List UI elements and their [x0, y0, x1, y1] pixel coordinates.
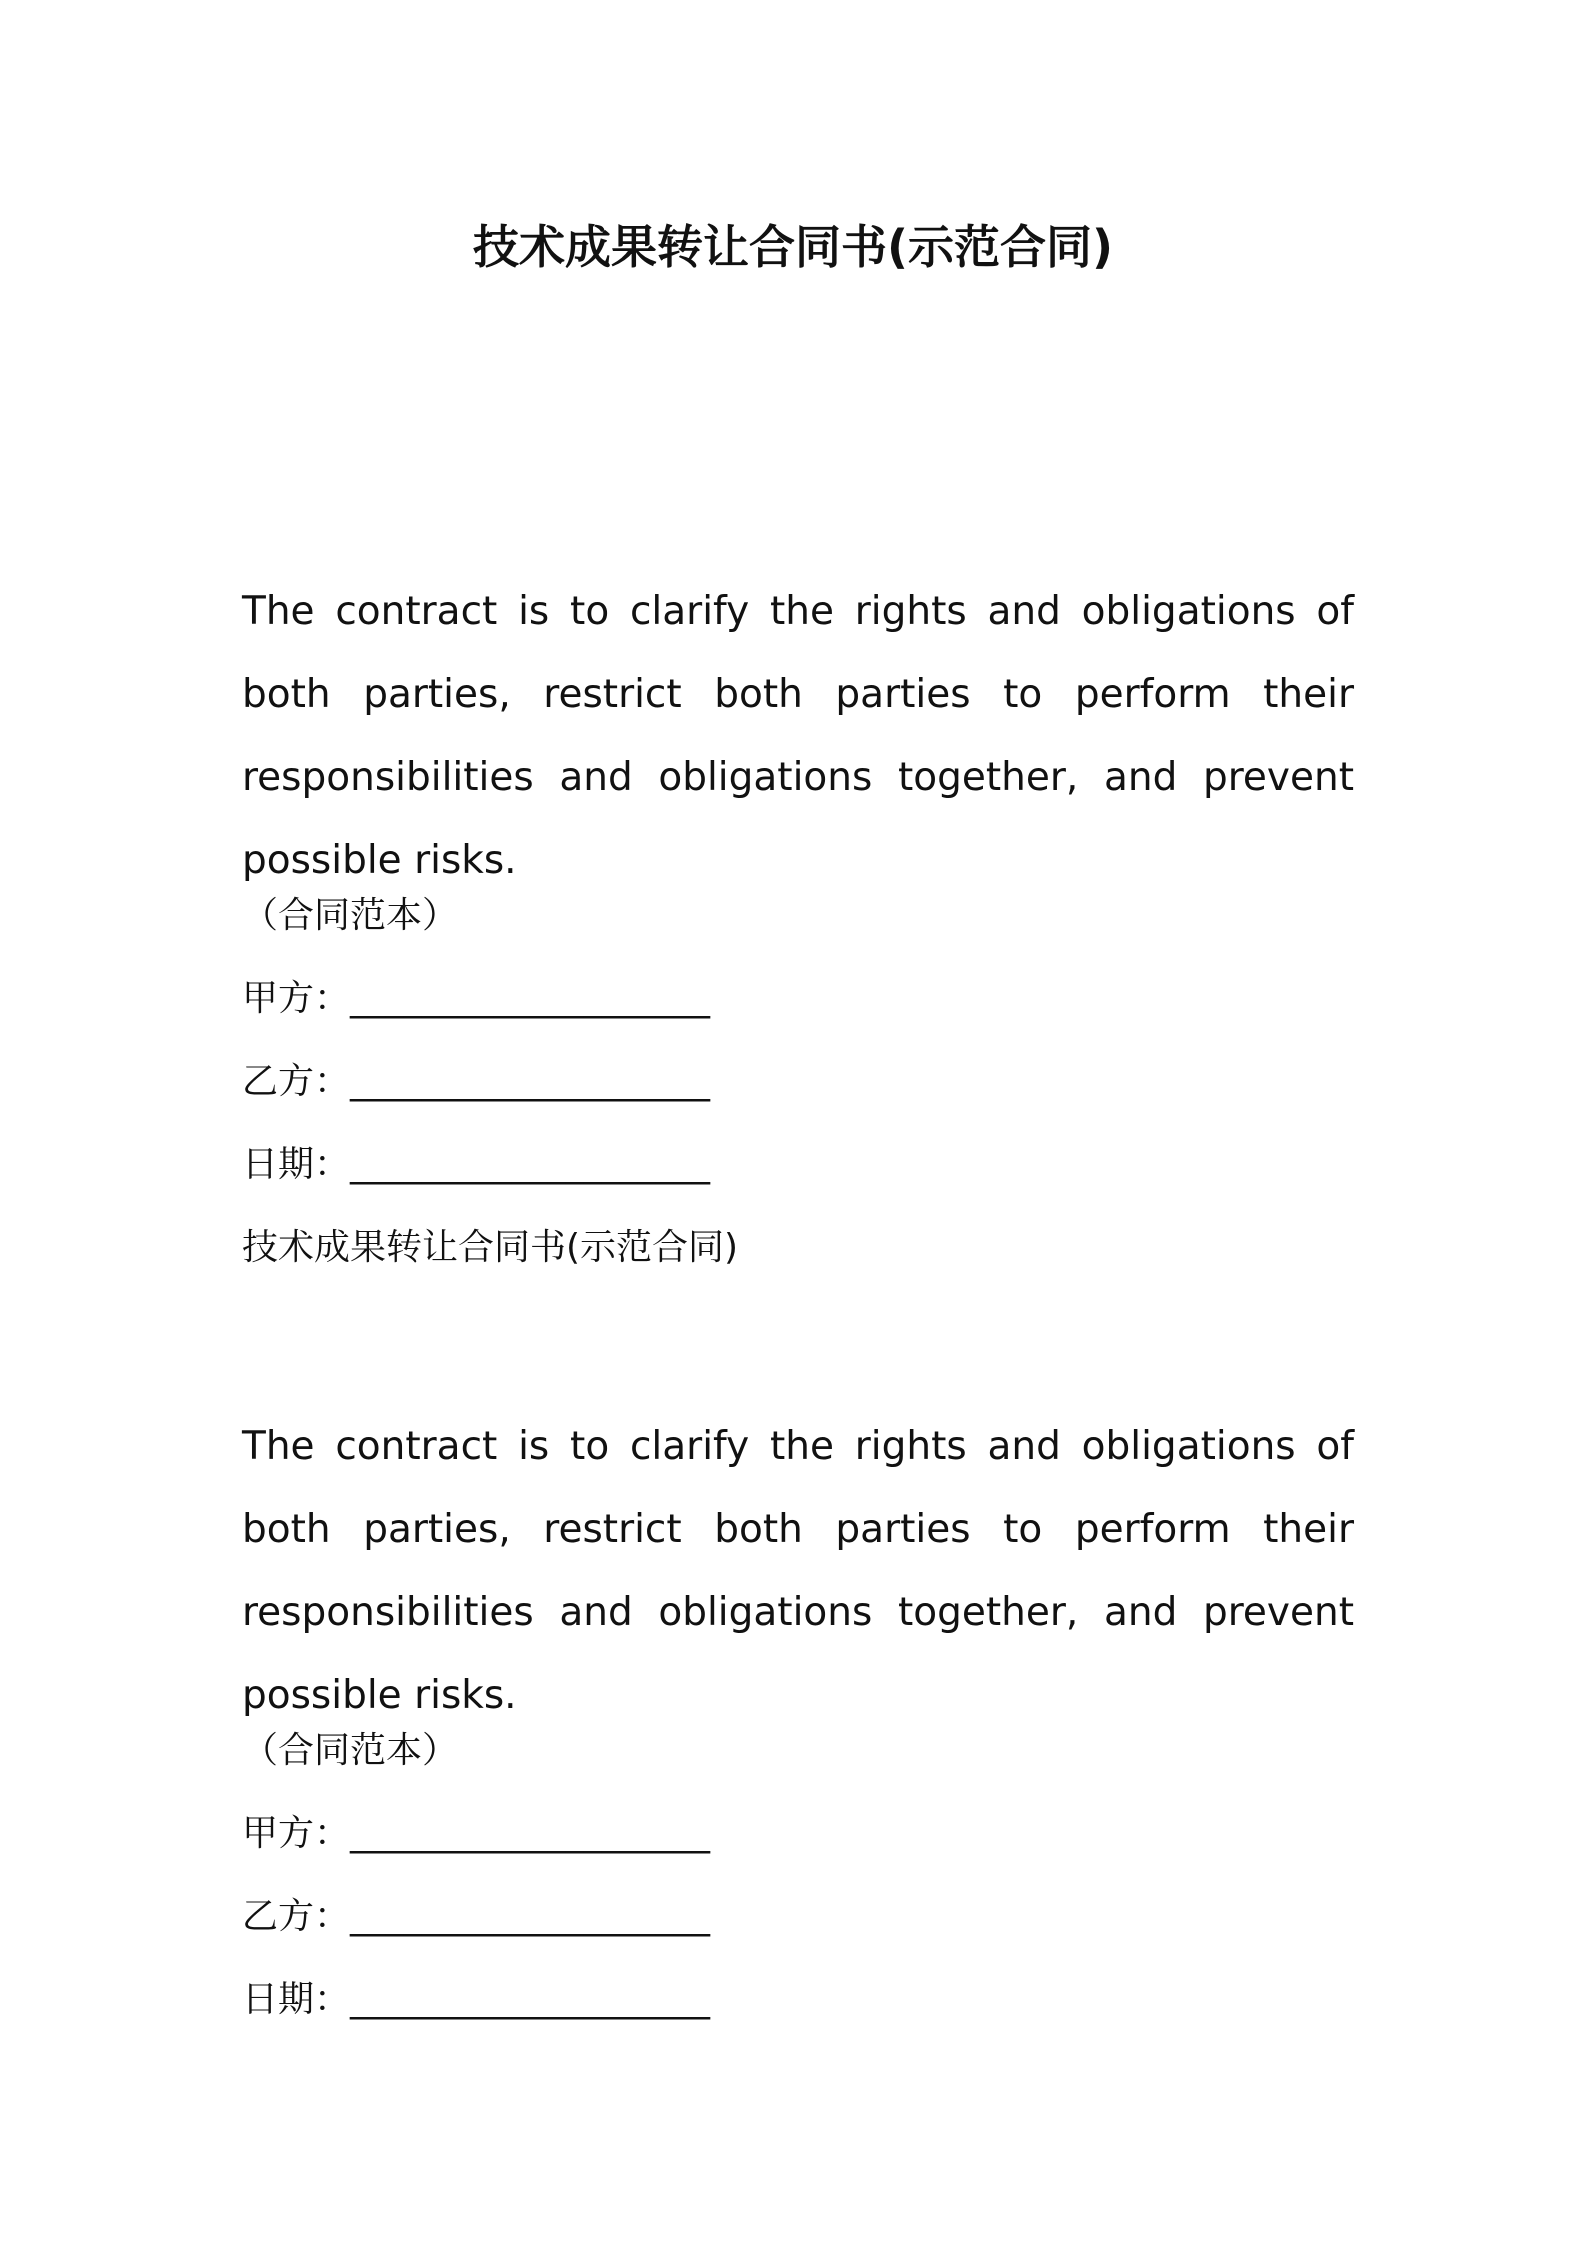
party-a-field: [242, 957, 1354, 1040]
party-b-label: 乙方：: [242, 1896, 351, 1937]
party-b-blank: ____________________: [350, 1061, 711, 1102]
date-label: 日期：: [242, 1979, 351, 2020]
template-note: （合同范本）: [242, 1730, 459, 1771]
contract-section-1: [242, 570, 1354, 1289]
date-label: 日期：: [242, 1144, 351, 1185]
party-b-field: [242, 1875, 1354, 1958]
document-title: 技术成果转让合同书(示范合同): [472, 220, 1114, 274]
party-b-blank: ____________________: [350, 1896, 711, 1937]
contract-subtitle: 技术成果转让合同书(示范合同): [242, 1227, 739, 1268]
date-field: [242, 1123, 1354, 1206]
date-blank: ____________________: [350, 1144, 711, 1185]
intro-paragraph: The contract is to clarify the rights and obligations of both parties, restrict both parties to perform their responsibilities and obligations together, and prevent possible risks.: [242, 589, 1354, 883]
date-blank: ____________________: [350, 1979, 711, 2020]
party-a-label: 甲方：: [242, 1813, 351, 1854]
party-a-label: 甲方：: [242, 978, 351, 1019]
intro-paragraph: The contract is to clarify the rights and obligations of both parties, restrict both parties to perform their responsibilities and obligations together, and prevent possible risks.: [242, 1424, 1354, 1718]
party-b-field: [242, 1040, 1354, 1123]
party-a-blank: ____________________: [350, 1813, 711, 1854]
party-a-blank: ____________________: [350, 978, 711, 1019]
date-field: [242, 1958, 1354, 2041]
party-a-field: [242, 1792, 1354, 1875]
party-b-label: 乙方：: [242, 1061, 351, 1102]
template-note: （合同范本）: [242, 895, 459, 936]
contract-section-2: [242, 1405, 1354, 2041]
